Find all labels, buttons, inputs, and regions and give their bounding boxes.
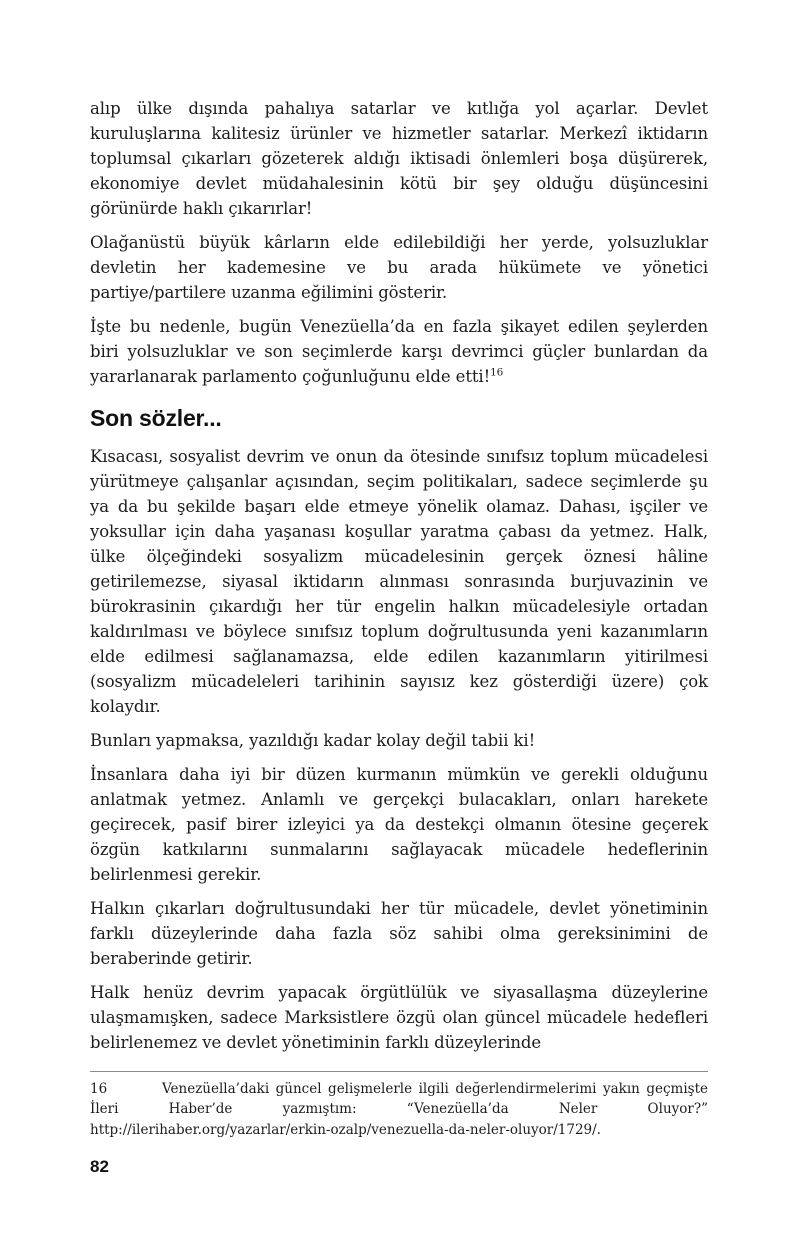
paragraph: Bunları yapmaksa, yazıldığı kadar kolay değil tabii ki! (90, 731, 536, 750)
paragraph-text: İşte bu nedenle, bugün Venezüella’da en fazla şikayet edilen şeylerden biri yolsuzluklar ve son seçimlerde karşı devrimci güçler bunlardan da yararlanarak parlamento çoğunluğunu elde etti! (90, 317, 708, 386)
section-heading: Son sözler... (90, 405, 222, 431)
footnote-number: 16 (90, 1080, 108, 1097)
paragraph: Kısacası, sosyalist devrim ve onun da ötesinde sınıfsız toplum mücadelesi yürütmeye çalışanlar açısından, seçim politikaları, sadece seçimlerde şu ya da bu şekilde başarı elde etmeye yönelik olamaz. Dahası, işçiler ve yoksullar için daha yaşanası koşullar yaratma çabası da yetmez. Halk, ülke ölçeğindeki sosyalizm mücadelesinin gerçek öznesi hâline getirilemezse, siyasal iktidarın alınması sonrasında burjuvazinin ve bürokrasinin çıkardığı her tür engelin halkın mücadelesiyle ortadan kaldırılması ve böylece sınıfsız toplum doğrultusunda yeni kazanımların elde edilmesi sağlanamazsa, elde edilen kazanımların yitirilmesi (sosyalizm mücadeleleri tarihinin sayısız kez gösterdiği üzere) çok kolaydır. (90, 447, 708, 716)
page-number: 82 (90, 1157, 109, 1176)
body-text (90, 96, 708, 1064)
paragraph: Olağanüstü büyük kârların elde edilebildiği her yerde, yolsuzluklar devletin her kademesine ve bu arada hükümete ve yönetici partiye/partilere uzanma eğilimini gösterir. (90, 233, 708, 302)
paragraph (90, 314, 708, 389)
footnote-ref: 16 (490, 366, 504, 379)
paragraph: İnsanlara daha iyi bir düzen kurmanın mümkün ve gerekli olduğunu anlatmak yetmez. Anlamlı ve gerçekçi bulacakları, onları harekete geçirecek, pasif birer izleyici ya da destekçi olmanın ötesine geçerek özgün katkılarını sunmalarını sağlayacak mücadele hedeflerinin belirlenmesi gerekir. (90, 765, 708, 884)
footnote (90, 1079, 708, 1141)
paragraph: alıp ülke dışında pahalıya satarlar ve kıtlığa yol açarlar. Devlet kuruluşlarına kalitesiz ürünler ve hizmetler satarlar. Merkezî iktidarın toplumsal çıkarları gözeterek aldığı iktisadi önlemleri boşa düşürerek, ekonomiye devlet müdahalesinin kötü bir şey olduğu düşüncesini görünürde haklı çıkarırlar! (90, 99, 708, 218)
paragraph: Halkın çıkarları doğrultusundaki her tür mücadele, devlet yönetiminin farklı düzeylerinde daha fazla söz sahibi olma gereksinimini de beraberinde getirir. (90, 899, 708, 968)
paragraph: Halk henüz devrim yapacak örgütlülük ve siyasallaşma düzeylerine ulaşmamışken, sadece Marksistlere özgü olan güncel mücadele hedefleri belirlenemez ve devlet yönetiminin farklı düzeylerinde (90, 983, 708, 1052)
footnote-text: Venezüella’daki güncel gelişmelerle ilgili değerlendirmelerimi yakın geçmişte İleri Haber’de yazmıştım: “Venezüella’da Neler Oluyor?” http://ilerihaber.org/yazarlar/erkin-ozalp/venezuella-da-neler-oluyor/1729/. (90, 1080, 708, 1138)
footnote-area (90, 1071, 708, 1141)
footnote-separator (90, 1071, 708, 1072)
